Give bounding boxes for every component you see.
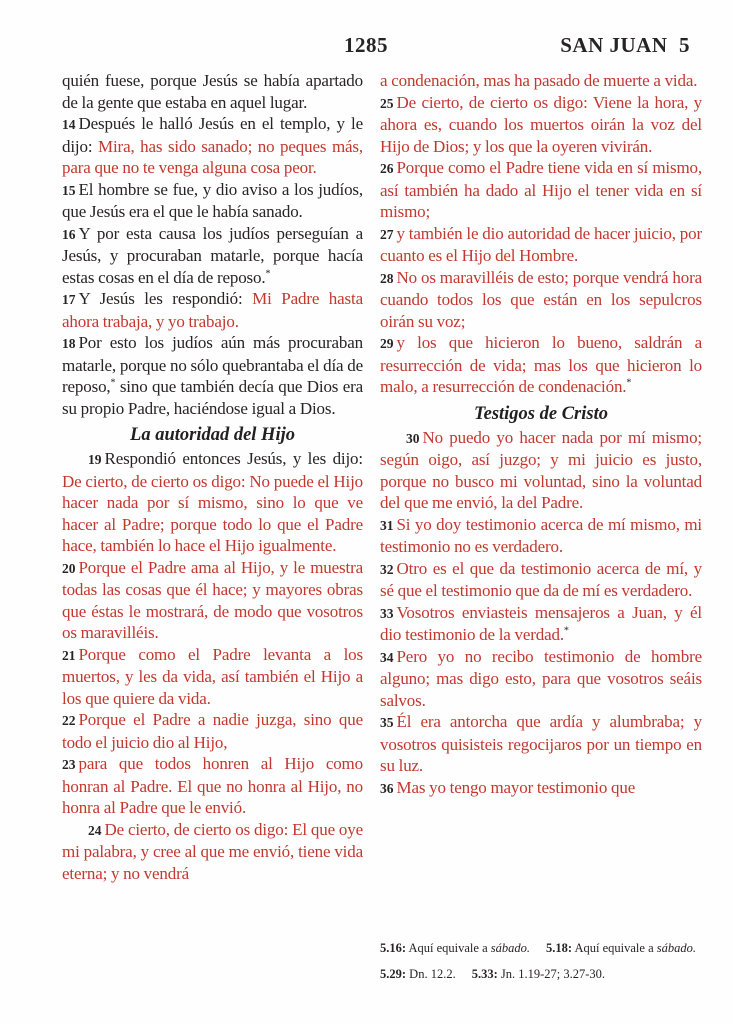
verse [62,113,363,179]
verse-number: 36 [380,780,394,796]
footnote-reference: 5.29: [380,966,407,981]
footnote-asterisk-marker: * [265,267,271,279]
verse [380,646,702,712]
footnote-text: sábado. [656,941,696,955]
verse-number: 31 [380,517,394,533]
footnotes-block [380,941,702,1020]
section-heading: Testigos de Cristo [474,403,608,424]
footnote-reference: 5.33: [471,966,498,981]
verse [62,223,363,289]
footnote-reference: 5.16: [380,941,407,955]
verse-text-segment: sino que también decía que Dios era su propio Padre, haciéndose igual a Dios. [62,377,363,418]
page-number: 1285 [344,33,388,57]
verse-text-segment: Después le halló Jesús en el templo, y le dijo: [62,114,363,156]
verse-text-segment: Respondió entonces Jesús, y les dijo: [104,449,363,468]
verse-text-segment: quién fuese, porque Jesús se había apartado de la gente que estaba en aquel lugar. [62,71,363,112]
verse-number: 35 [380,715,394,730]
verse-text-segment: Porque como el Padre tiene vida en sí mismo, así también ha dado al Hijo el tener vida en sí mismo; [380,158,702,221]
verse-text-segment: De cierto, de cierto os digo: El que oye mi palabra, y cree al que me envió, tiene vida eterna; y no vendrá [62,819,363,883]
footnote-entry [380,967,702,982]
footnote-text: Aquí equivale a [572,941,657,955]
verse [380,602,702,646]
verse [62,179,363,223]
verse [380,92,702,158]
verse [380,427,702,514]
footnote-text: sábado. [490,941,530,955]
verse-text-segment: Pero yo no recibo testimonio de hombre alguno; mas digo esto, para que vosotros seáis salvos. [380,646,702,710]
verse-number: 19 [88,452,102,467]
verse-text-segment: Por esto los judíos aún más procuraban matarle, porque no sólo quebrantaba el día de reposo, [62,333,363,396]
verse-number: 22 [62,713,76,728]
section-heading: La autoridad del Hijo [130,425,295,445]
verse-text-segment: Mi Padre hasta ahora trabaja, y yo trabajo. [62,289,363,331]
verse-number: 15 [62,182,76,198]
verse [380,558,702,602]
footnote-text: Jn. 1.19-27; 3.27-30. [497,966,606,981]
verse-number: 21 [62,647,76,663]
verse-text-segment: Mira, has sido sanado; no peques más, para que no te venga alguna cosa peor. [62,136,363,177]
verse [380,332,702,398]
footnote-text: Dn. 12.2. [406,966,456,981]
verse [380,223,702,267]
verse [62,288,363,332]
verse-text-segment: Porque como el Padre levanta a los muertos, y les da vida, así también el Hijo a los que quiere da vida. [62,644,363,708]
verse-text-segment: Y Jesús les respondió: [78,289,253,308]
verse-number: 30 [406,430,420,446]
left-column [62,70,363,1020]
verse-number: 34 [380,649,394,665]
verse-number: 23 [62,757,76,772]
right-column [380,70,702,1020]
verse-text-segment: No os maravilléis de esto; porque vendrá hora cuando todos los que están en los sepulcros oirán su voz; [380,267,702,331]
verse-text-segment: Otro es el que da testimonio acerca de mí, y sé que el testimonio que da de mí es verdadero. [380,558,702,600]
verse-text-segment: para que todos honren al Hijo como honran al Padre. El que no honra al Hijo, no honra al Padre que le envió. [62,754,363,817]
verse-number: 28 [380,270,394,286]
verse [62,448,363,557]
verse [380,267,702,333]
verse [380,157,702,223]
verse-number: 18 [62,336,76,351]
continuation-paragraph [380,70,702,92]
footnote-entry [380,941,702,956]
verse-text-segment: No puedo yo hacer nada por mí mismo; según oigo, así juzgo; y mi juicio es justo, porque no busco mi voluntad, sino la voluntad del que me envió, la del Padre. [380,427,702,512]
verse-number: 17 [62,292,76,307]
verse-number: 26 [380,161,394,176]
footnote-reference: 5.18: [546,941,573,955]
verse-number: 25 [380,95,394,111]
continuation-paragraph [62,70,363,113]
footnote-asterisk-marker: * [563,625,569,637]
page-header [0,0,732,68]
verse-number: 24 [88,822,102,838]
running-head-book-chapter: SAN JUAN 5 [560,33,690,57]
verse [62,332,363,419]
verse [62,644,363,710]
verse-text-segment: De cierto, de cierto os digo: Viene la hora, y ahora es, cuando los muertos oirán la voz del Hijo de Dios; y los que la oyeren vivirán. [380,92,702,156]
footnote-asterisk-marker: * [626,377,632,389]
verse-number: 29 [380,336,394,351]
footnote-text: Aquí equivale a [406,941,491,955]
verse-text-segment: y los que hicieron lo bueno, saldrán a resurrección de vida; mas los que hicieron lo malo, a resurrección de condenación. [380,333,702,396]
verse-text-segment: Mas yo tengo mayor testimonio que [396,777,636,797]
verse [62,753,363,819]
verse [62,557,363,644]
verse-text-segment: Si yo doy testimonio acerca de mí mismo, mi testimonio no es verdadero. [380,514,702,556]
verse [380,514,702,558]
verse-number: 33 [380,605,394,621]
verse [62,709,363,753]
verse-text-segment: y también le dio autoridad de hacer juicio, por cuanto es el Hijo del Hombre. [380,223,702,265]
verse-text-segment: Y por esta causa los judíos perseguían a Jesús, y procuraban matarle, porque hacía estas cosas en el día de reposo. [62,223,363,287]
verse [62,819,363,885]
verse-number: 14 [62,117,76,132]
verse-text-segment: Porque el Padre a nadie juzga, sino que todo el juicio dio al Hijo, [62,710,363,752]
two-column-text-content [0,68,732,1020]
verse-number: 32 [380,561,394,577]
verse-text-segment: Él era antorcha que ardía y alumbraba; y vosotros quisisteis regocijaros por un tiempo en su luz. [380,712,702,775]
footnote-asterisk-marker: * [110,377,116,389]
verse-number: 27 [380,226,394,242]
verse-text-segment: De cierto, de cierto os digo: No puede el Hijo hacer nada por sí mismo, sino lo que ve hacer al Padre; porque todo lo que el Padre hace, también lo hace el Hijo igualmente. [62,471,363,555]
verse-text-segment: a condenación, mas ha pasado de muerte a vida. [380,71,698,90]
verse-number: 16 [62,226,76,242]
verse-text-segment: Vosotros enviasteis mensajeros a Juan, y él dio testimonio de la verdad. [380,602,702,644]
verse-text-segment: El hombre se fue, y dio aviso a los judíos, que Jesús era el que le había sanado. [62,179,363,221]
verse [380,777,702,800]
verse [380,711,702,777]
verse-text-segment: Porque el Padre ama al Hijo, y le muestra todas las cosas que él hace; y mayores obras que éstas le mostrará, de modo que vosotros os maravilléis. [62,557,363,642]
verse-number: 20 [62,560,76,576]
